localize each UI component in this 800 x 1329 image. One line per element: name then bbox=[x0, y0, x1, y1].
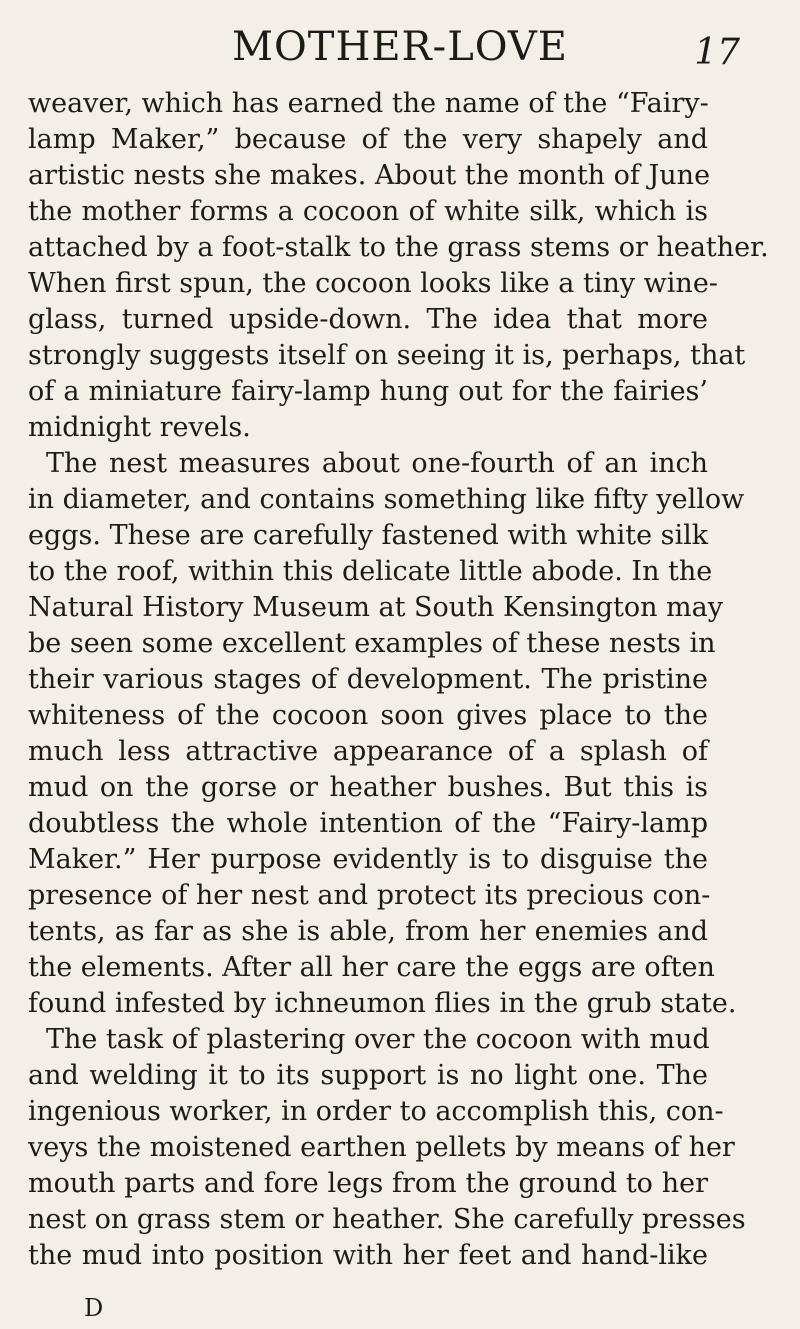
text-line: Natural History Museum at South Kensington may bbox=[28, 592, 724, 623]
text-line: and welding it to its support is no light one. The bbox=[28, 1060, 708, 1091]
text-line: When first spun, the cocoon looks like a tiny wine- bbox=[28, 268, 718, 299]
text-line: mouth parts and fore legs from the ground to her bbox=[28, 1168, 708, 1199]
text-line: midnight revels. bbox=[28, 412, 251, 443]
text-line: whiteness of the cocoon soon gives place to the bbox=[28, 700, 708, 731]
text-line: glass, turned upside-down. The idea that more bbox=[28, 304, 708, 335]
text-line: the mud into position with her feet and hand-like bbox=[28, 1240, 708, 1271]
text-line: much less attractive appearance of a splash of bbox=[28, 736, 708, 767]
text-line: strongly suggests itself on seeing it is, perhaps, that bbox=[28, 340, 746, 371]
paragraph-start-line: The task of plastering over the cocoon with mud bbox=[46, 1024, 710, 1055]
signature-mark: D bbox=[84, 1294, 104, 1322]
text-line: of a miniature fairy-lamp hung out for the fairies’ bbox=[28, 376, 708, 407]
text-line: attached by a foot-stalk to the grass stems or heather. bbox=[28, 232, 769, 263]
body-text bbox=[28, 86, 769, 1274]
page-header bbox=[0, 6, 800, 76]
text-line: presence of her nest and protect its precious con- bbox=[28, 880, 711, 911]
text-line: their various stages of development. The pristine bbox=[28, 664, 708, 695]
text-line: veys the moistened earthen pellets by means of her bbox=[28, 1132, 735, 1163]
text-line: eggs. These are carefully fastened with white silk bbox=[28, 520, 709, 551]
text-line: artistic nests she makes. About the month of June bbox=[28, 160, 711, 191]
text-line: to the roof, within this delicate little abode. In the bbox=[28, 556, 713, 587]
text-line: found infested by ichneumon flies in the grub state. bbox=[28, 988, 737, 1019]
paragraph-start-line: The nest measures about one-fourth of an inch bbox=[46, 448, 708, 479]
text-line: mud on the gorse or heather bushes. But this is bbox=[28, 772, 708, 803]
text-line: Maker.” Her purpose evidently is to disguise the bbox=[28, 844, 708, 875]
text-line: the elements. After all her care the eggs are often bbox=[28, 952, 715, 983]
page-number: 17 bbox=[694, 32, 740, 73]
text-line: weaver, which has earned the name of the “Fairy- bbox=[28, 88, 709, 119]
text-line: lamp Maker,” because of the very shapely and bbox=[28, 124, 708, 155]
text-line: in diameter, and contains something like fifty yellow bbox=[28, 484, 745, 515]
text-line: tents, as far as she is able, from her enemies and bbox=[28, 916, 708, 947]
text-line: nest on grass stem or heather. She carefully presses bbox=[28, 1204, 746, 1235]
text-line: be seen some excellent examples of these nests in bbox=[28, 628, 716, 659]
text-line: the mother forms a cocoon of white silk, which is bbox=[28, 196, 708, 227]
text-line: doubtless the whole intention of the “Fairy-lamp bbox=[28, 808, 708, 839]
running-head: MOTHER-LOVE bbox=[232, 24, 568, 70]
text-line: ingenious worker, in order to accomplish this, con- bbox=[28, 1096, 724, 1127]
